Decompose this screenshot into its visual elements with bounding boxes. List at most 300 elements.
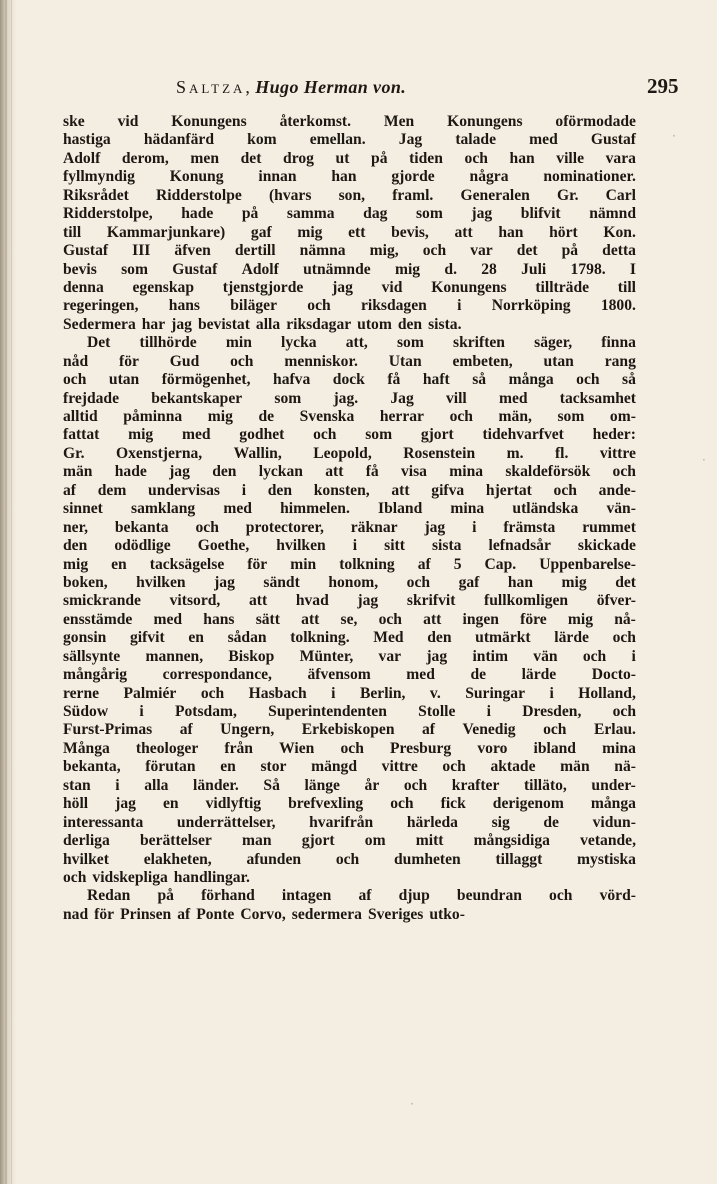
word: vid xyxy=(381,278,403,296)
word: Erkebiskopen xyxy=(301,721,395,739)
word: jag xyxy=(357,592,379,610)
word: Ridderstolpe, xyxy=(63,205,153,223)
word: mig, xyxy=(369,242,399,260)
word: Leopold, xyxy=(313,444,372,462)
word: ville xyxy=(556,149,584,167)
word: riksdagen xyxy=(360,297,427,315)
word: att xyxy=(325,463,344,481)
word: den xyxy=(397,315,423,333)
word: aktade xyxy=(490,758,536,776)
word: Kammarjunkare) xyxy=(106,223,226,241)
word: var xyxy=(470,242,493,260)
word: sig xyxy=(491,813,510,831)
word: med xyxy=(529,131,558,149)
word: om- xyxy=(609,408,636,425)
word: med xyxy=(181,426,211,444)
word: ut xyxy=(335,149,350,167)
text-line xyxy=(63,777,636,795)
word: gaf xyxy=(458,573,480,591)
word: honom, xyxy=(328,573,379,591)
word: Wallin, xyxy=(233,444,282,462)
word: mina xyxy=(449,463,484,481)
text-line xyxy=(63,869,636,887)
word: Gustaf xyxy=(590,131,636,149)
word: för xyxy=(247,555,268,573)
word: ner, xyxy=(63,518,88,536)
text-line xyxy=(63,832,636,850)
text-line xyxy=(63,150,636,168)
word: och xyxy=(543,721,567,739)
word: en xyxy=(111,555,127,573)
word: hans xyxy=(203,610,235,628)
word: vän- xyxy=(606,500,636,518)
word: 28 xyxy=(481,260,497,278)
word: finna xyxy=(601,334,636,352)
text-line xyxy=(63,426,636,444)
word: dem xyxy=(97,481,127,499)
text-line xyxy=(63,685,636,703)
word: nåd xyxy=(63,352,89,370)
word: jag xyxy=(169,463,190,481)
word: på xyxy=(371,149,388,167)
word: riksdagar xyxy=(286,315,352,333)
word: lefnadsår xyxy=(488,537,551,555)
word: vitsord, xyxy=(169,592,221,610)
word: mig xyxy=(297,223,323,241)
word: på xyxy=(561,242,579,260)
word: Det xyxy=(87,334,111,352)
word: elakheten, xyxy=(143,850,212,868)
word: höll xyxy=(63,795,89,813)
word: godhet xyxy=(239,426,285,444)
running-head-title xyxy=(176,76,406,98)
running-head-separator: , xyxy=(245,77,256,97)
word: att xyxy=(391,481,410,499)
word: utan xyxy=(108,371,140,389)
word: gifvit xyxy=(130,629,165,647)
word: och xyxy=(553,481,577,499)
word: under- xyxy=(591,776,636,794)
text-line xyxy=(63,113,636,131)
word: bevistat xyxy=(197,315,250,333)
word: vid xyxy=(117,113,139,130)
word: år xyxy=(364,776,380,794)
word: äfven xyxy=(174,242,211,260)
word: nä- xyxy=(614,758,636,776)
page-number: 295 xyxy=(647,74,679,98)
word: mitt xyxy=(415,832,444,850)
word: jag xyxy=(424,518,446,536)
word: mångårig xyxy=(63,666,128,684)
word: hvilket xyxy=(63,850,109,868)
word: Konungens xyxy=(447,113,523,130)
word: härleda xyxy=(406,813,458,831)
word: säger, xyxy=(534,334,573,352)
word: hade xyxy=(114,463,147,481)
word: vidlyftig xyxy=(205,795,262,813)
word: dumheten xyxy=(394,850,461,868)
word: derigenom xyxy=(492,795,564,813)
text-line xyxy=(63,390,636,408)
word: Suringar xyxy=(465,684,525,702)
word: mångsidiga xyxy=(473,832,550,850)
word: gaf xyxy=(250,223,272,241)
word: många xyxy=(590,795,636,813)
word: fattat xyxy=(63,426,100,444)
word: och xyxy=(340,739,364,757)
word: och xyxy=(406,573,431,591)
word: men xyxy=(190,149,219,167)
word: Uppenbarelse- xyxy=(539,555,636,573)
word: i xyxy=(352,537,358,555)
word: Konungens xyxy=(171,113,247,130)
word: voro xyxy=(477,739,508,757)
word: på xyxy=(241,205,259,223)
word: mystiska xyxy=(577,850,636,868)
word: med xyxy=(406,666,435,684)
word: nämnd xyxy=(589,205,636,223)
word: djup xyxy=(398,887,430,905)
word: den xyxy=(427,629,452,647)
word: Men xyxy=(383,113,415,130)
text-line xyxy=(63,648,636,666)
word: tiden xyxy=(409,149,443,167)
paper-speck: · xyxy=(672,129,676,143)
word: framl. xyxy=(392,186,434,204)
word: utnämnde xyxy=(303,260,371,278)
word: tacksägelse xyxy=(149,555,225,573)
text-line xyxy=(63,279,636,297)
word: Dresden, xyxy=(522,703,582,720)
word: främsta xyxy=(503,518,556,536)
word: få xyxy=(365,463,379,481)
word: Carl xyxy=(605,186,636,204)
word: Konung xyxy=(169,168,224,186)
word: en xyxy=(163,795,179,813)
word: tillträde xyxy=(535,278,590,296)
word: så xyxy=(472,371,487,389)
word: heder: xyxy=(592,426,636,444)
word: vörd- xyxy=(599,887,636,905)
word: himmelen. xyxy=(280,500,350,518)
word: förhand xyxy=(201,887,255,905)
paper-speck: · xyxy=(410,1097,414,1111)
word: i xyxy=(472,518,477,536)
word: alla xyxy=(144,776,169,794)
word: har xyxy=(141,315,166,333)
word: gjort xyxy=(301,832,335,850)
word: af xyxy=(421,721,435,739)
word: underrättelser, xyxy=(176,813,276,831)
word: och xyxy=(549,887,573,905)
word: theologer xyxy=(135,739,199,757)
word: odödlige xyxy=(114,537,171,555)
word: få xyxy=(387,371,401,389)
word: Juli xyxy=(521,260,547,278)
word: gjorde xyxy=(391,168,435,186)
word: fyllmyndig xyxy=(63,168,135,186)
word: hans xyxy=(168,297,200,315)
text-line xyxy=(63,703,636,721)
word: Hasbach xyxy=(248,684,307,702)
word: och xyxy=(230,352,254,370)
word: jag xyxy=(171,315,192,333)
word: Münter, xyxy=(299,647,354,665)
word: och xyxy=(378,610,402,628)
word: många xyxy=(508,371,554,389)
word: utländska xyxy=(512,500,579,518)
word: samklang xyxy=(131,500,196,518)
word: jag xyxy=(471,205,493,223)
word: smickrande xyxy=(63,592,141,610)
word: och xyxy=(195,518,219,536)
word: Sveriges xyxy=(367,905,424,923)
word: min xyxy=(225,334,252,352)
word: Generalen xyxy=(460,186,530,204)
word: haft xyxy=(422,371,450,389)
word: skrifvit xyxy=(406,592,456,610)
word: äfvensom xyxy=(307,666,371,684)
word: det xyxy=(615,573,636,591)
word: han xyxy=(509,149,535,167)
word: som xyxy=(557,408,585,425)
word: till xyxy=(617,278,636,296)
word: han xyxy=(507,573,534,591)
word: Ponte xyxy=(196,905,235,923)
word: m. xyxy=(506,444,524,462)
word: mig xyxy=(128,426,154,444)
word: hvad xyxy=(295,592,329,610)
word: III xyxy=(132,242,151,260)
word: det xyxy=(240,149,262,167)
word: länder. xyxy=(193,776,239,794)
word: och xyxy=(464,149,488,167)
word: jag xyxy=(115,795,136,813)
word: af xyxy=(417,555,431,573)
word: Riksrådet xyxy=(63,186,129,204)
word: utom xyxy=(357,315,392,333)
word: hvarifrån xyxy=(309,813,374,831)
word: och xyxy=(612,463,636,481)
word: lärde xyxy=(521,666,557,684)
word: och xyxy=(442,758,466,776)
word: vän xyxy=(533,647,558,665)
text-line xyxy=(63,408,636,426)
word: och xyxy=(200,684,225,702)
word: intim xyxy=(472,647,508,665)
word: Erlau. xyxy=(593,721,636,739)
word: samma xyxy=(286,205,335,223)
word: skickade xyxy=(577,537,636,555)
word: hört xyxy=(549,223,578,241)
word: stor xyxy=(260,758,287,776)
word: Gud xyxy=(169,352,200,370)
word: mig xyxy=(561,573,587,591)
word: Många xyxy=(63,739,110,757)
text-line xyxy=(63,611,636,629)
word: så xyxy=(622,371,636,389)
text-line xyxy=(63,574,636,592)
word: Biskop xyxy=(228,647,275,665)
word: interessanta xyxy=(63,813,144,831)
word: frejdade xyxy=(63,389,120,407)
word: som xyxy=(365,426,393,444)
text-line xyxy=(63,482,636,500)
word: hädanfärd xyxy=(143,131,215,149)
word: gifva xyxy=(431,481,465,499)
word: mig xyxy=(394,260,421,278)
word: nämna xyxy=(299,242,346,260)
word: Gr. xyxy=(63,444,85,462)
word: undervisas xyxy=(148,481,220,499)
word: med xyxy=(153,610,183,628)
word: som xyxy=(396,334,424,352)
word: länge xyxy=(304,776,340,794)
word: oförmodade xyxy=(555,113,636,130)
text-line xyxy=(63,666,636,684)
word: nominationer. xyxy=(543,168,636,186)
word: sådan xyxy=(227,629,267,647)
word: derom, xyxy=(121,149,169,167)
word: män xyxy=(560,758,590,776)
word: Ibland xyxy=(378,500,423,518)
word: dock xyxy=(332,371,365,389)
word: de xyxy=(258,408,275,425)
word: skriften xyxy=(453,334,505,352)
text-line xyxy=(63,906,636,924)
text-line xyxy=(63,795,636,813)
word: det xyxy=(516,242,538,260)
word: i xyxy=(241,481,247,499)
word: 5 xyxy=(453,555,462,573)
word: utmärkt xyxy=(475,629,531,647)
word: v. xyxy=(429,684,441,702)
word: utko- xyxy=(429,905,465,923)
text-line xyxy=(63,261,636,279)
binding-edge-line-inner xyxy=(11,0,12,1184)
word: vidun- xyxy=(592,813,636,831)
text-line xyxy=(63,297,636,315)
word: jag xyxy=(426,647,448,665)
word: Furst-Primas xyxy=(63,721,153,739)
word: derliga xyxy=(63,832,110,850)
word: att xyxy=(423,610,442,628)
word: hafva xyxy=(273,371,311,389)
word: mig xyxy=(567,610,594,628)
word: sällsynte xyxy=(63,647,121,665)
word: tolkning xyxy=(339,555,395,573)
word: man xyxy=(242,832,272,850)
word: Oxenstjerna, xyxy=(116,444,203,462)
text-line xyxy=(63,353,636,371)
word: sista xyxy=(431,537,462,555)
word: en xyxy=(188,629,204,647)
word: alltid xyxy=(63,408,98,425)
word: och xyxy=(390,795,414,813)
word: tilläto, xyxy=(523,776,567,794)
word: intagen xyxy=(281,887,332,905)
text-line xyxy=(63,187,636,205)
word: Presburg xyxy=(390,739,452,757)
text-line xyxy=(63,537,636,555)
word: och xyxy=(576,371,600,389)
word: räknar xyxy=(350,518,398,536)
word: förutan xyxy=(145,758,196,776)
word: fullkomligen xyxy=(484,592,569,610)
running-head-name: Hugo Herman von. xyxy=(255,77,407,97)
word: att xyxy=(248,592,268,610)
word: Ridderstolpe xyxy=(156,186,242,204)
word: män, xyxy=(498,408,532,425)
word: jag xyxy=(332,278,353,296)
word: sändt xyxy=(263,573,300,591)
word: denna xyxy=(63,278,104,296)
word: hvilken xyxy=(276,537,326,555)
word: min xyxy=(290,555,317,573)
word: alla xyxy=(255,315,281,333)
word: ett xyxy=(348,223,366,241)
word: med xyxy=(498,389,528,407)
text-line xyxy=(63,814,636,832)
word: öfver- xyxy=(596,592,636,610)
word: konsten, xyxy=(313,481,370,499)
word: Svenska xyxy=(299,408,355,425)
text-line xyxy=(63,592,636,610)
text-line xyxy=(63,887,636,905)
word: sinnet xyxy=(63,500,103,518)
word: en xyxy=(220,758,236,776)
word: Cap. xyxy=(484,555,517,573)
word: Palmiér xyxy=(123,684,177,702)
word: Potsdam, xyxy=(174,703,237,720)
word: rerne xyxy=(63,684,100,702)
word: sista. xyxy=(428,315,462,333)
word: bevis, xyxy=(391,223,429,241)
word: nå- xyxy=(614,610,636,628)
word: boken, xyxy=(63,573,108,591)
word: Med xyxy=(373,629,404,647)
word: beundran xyxy=(456,887,522,905)
word: innan xyxy=(258,168,297,186)
word: Holland, xyxy=(578,684,636,702)
word: några xyxy=(469,168,509,186)
word: och xyxy=(422,242,447,260)
text-line xyxy=(63,224,636,242)
text-line xyxy=(63,334,636,352)
text-line xyxy=(63,629,636,647)
word: jag. xyxy=(333,389,359,407)
paper-speck: · xyxy=(702,453,706,467)
word: de xyxy=(470,666,487,684)
word: i xyxy=(115,776,120,794)
text-line xyxy=(63,205,636,223)
word: herrar xyxy=(379,408,424,425)
body-text xyxy=(63,113,636,924)
word: tidehvarfvet xyxy=(482,426,564,444)
word: embeten, xyxy=(452,352,513,370)
word: Docto- xyxy=(591,666,636,684)
word: bevis xyxy=(63,260,97,278)
word: den xyxy=(212,463,237,481)
word: Norrköping xyxy=(491,297,571,315)
word: män xyxy=(63,463,93,481)
running-head-author: Saltza xyxy=(176,77,246,97)
text-line xyxy=(63,316,636,334)
word: och xyxy=(307,297,331,315)
word: talade xyxy=(455,131,497,149)
word: detta xyxy=(602,242,636,260)
word: den xyxy=(267,481,293,499)
